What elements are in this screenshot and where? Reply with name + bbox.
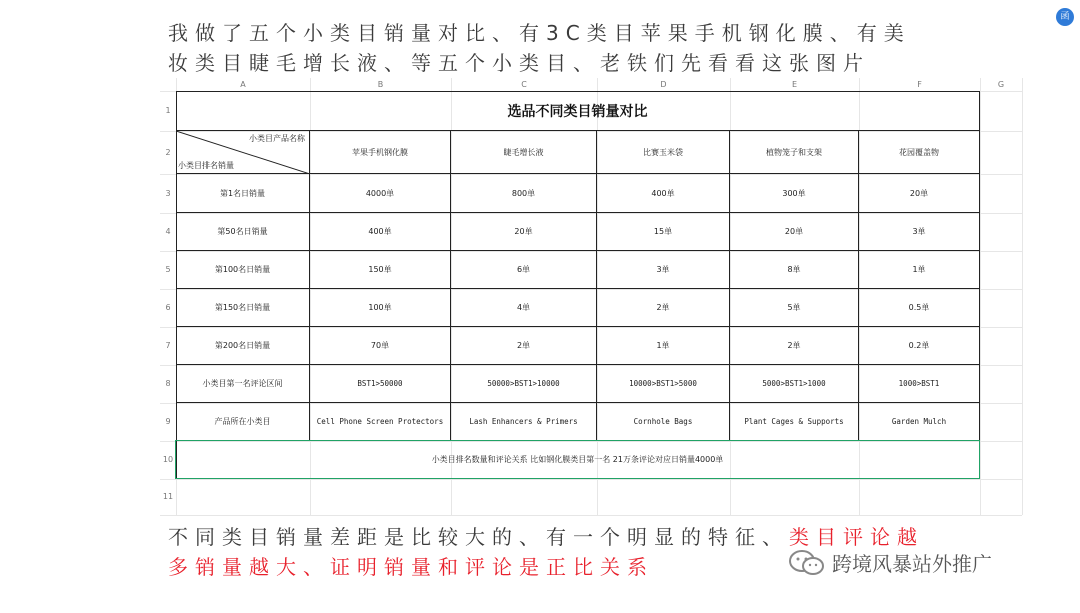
wechat-icon [788,549,826,577]
row-header-10[interactable]: 10 [162,455,174,464]
intro-line-2: 妆类目睫毛增长液、等五个小类目、老铁们先看看这张图片 [168,51,870,75]
table-cell[interactable]: BST1>50000 [310,365,451,403]
row-label[interactable]: 第50名日销量 [176,213,310,251]
column-header-g[interactable]: G [997,80,1005,89]
row-header-4[interactable]: 4 [165,227,171,236]
column-header-d[interactable]: D [660,80,667,89]
row-header-7[interactable]: 7 [165,341,171,350]
table-cell[interactable]: 1000>BST1 [859,365,980,403]
row-label[interactable]: 产品所在小类目 [176,403,310,441]
row-label[interactable]: 第1名日销量 [176,174,310,213]
table-cell[interactable]: 400单 [310,213,451,251]
grid-line [160,479,1022,480]
table-cell[interactable]: 800单 [451,174,597,213]
table-cell[interactable]: 4000单 [310,174,451,213]
translate-icon[interactable]: 函 [1056,8,1074,26]
intro-paragraph [168,18,911,78]
column-header-e[interactable]: E [791,80,798,89]
row-header-8[interactable]: 8 [165,379,171,388]
table-cell[interactable]: 2单 [597,289,730,327]
conclusion-line-1-normal: 不同类目销量差距是比较大的、有一个明显的特征、 [168,525,789,549]
row-label[interactable]: 第200名日销量 [176,327,310,365]
table-cell[interactable]: Cornhole Bags [597,403,730,441]
table-cell[interactable]: 300单 [730,174,859,213]
row-header-6[interactable]: 6 [165,303,171,312]
table-cell[interactable]: 5单 [730,289,859,327]
column-header-a[interactable]: A [240,80,246,89]
table-cell[interactable]: Lash Enhancers & Primers [451,403,597,441]
table-cell[interactable]: 100单 [310,289,451,327]
row-label[interactable]: 第100名日销量 [176,251,310,289]
row-header-11[interactable]: 11 [162,492,174,501]
table-cell[interactable]: 5000>BST1>1000 [730,365,859,403]
row-header-5[interactable]: 5 [165,265,171,274]
table-cell[interactable]: 400单 [597,174,730,213]
row-label[interactable]: 第150名日销量 [176,289,310,327]
table-cell[interactable]: 20单 [730,213,859,251]
table-cell[interactable]: 6单 [451,251,597,289]
product-header[interactable]: 睫毛增长液 [451,131,597,174]
conclusion-line-1-red: 类目评论越 [789,525,924,549]
table-cell[interactable]: Plant Cages & Supports [730,403,859,441]
column-header-f[interactable]: F [917,80,922,89]
table-cell[interactable]: Cell Phone Screen Protectors [310,403,451,441]
product-header[interactable]: 苹果手机钢化膜 [310,131,451,174]
table-cell[interactable]: 0.5单 [859,289,980,327]
wechat-watermark [788,548,992,577]
product-header[interactable]: 花园覆盖物 [859,131,980,174]
table-cell[interactable]: 8单 [730,251,859,289]
diag-top-label: 小类目产品名称 [249,134,305,143]
table-cell[interactable]: 3单 [859,213,980,251]
table-cell[interactable]: Garden Mulch [859,403,980,441]
row-label[interactable]: 小类目第一名评论区间 [176,365,310,403]
table-cell[interactable]: 4单 [451,289,597,327]
table-cell[interactable]: 0.2单 [859,327,980,365]
column-header-c[interactable]: C [521,80,527,89]
product-header[interactable]: 植物笼子和支架 [730,131,859,174]
row-header-3[interactable]: 3 [165,189,171,198]
table-cell[interactable]: 20单 [859,174,980,213]
column-header-b[interactable]: B [377,80,384,89]
note-cell[interactable]: 小类目排名数量和评论关系 比如钢化膜类目第一名 21万条评论对应日销量4000单 [176,441,980,479]
spreadsheet [160,78,1022,515]
diagonal-header-cell[interactable] [176,131,310,174]
table-cell[interactable]: 3单 [597,251,730,289]
table-cell[interactable]: 15单 [597,213,730,251]
table-cell[interactable]: 10000>BST1>5000 [597,365,730,403]
table-cell[interactable]: 1单 [597,327,730,365]
table-cell[interactable]: 70单 [310,327,451,365]
row-header-9[interactable]: 9 [165,417,171,426]
grid-line [160,515,1022,516]
diag-bottom-label: 小类目排名销量 [178,161,234,170]
grid-line [980,78,981,515]
product-header[interactable]: 比赛玉米袋 [597,131,730,174]
table-cell[interactable]: 20单 [451,213,597,251]
table-cell[interactable]: 2单 [451,327,597,365]
row-header-1[interactable]: 1 [165,106,171,115]
conclusion-line-2-red: 多销量越大、证明销量和评论是正比关系 [168,555,654,579]
watermark-text: 跨境风暴站外推广 [832,552,992,576]
table-cell[interactable]: 50000>BST1>10000 [451,365,597,403]
intro-line-1: 我做了五个小类目销量对比、有3C类目苹果手机钢化膜、有美 [168,21,911,45]
table-title[interactable]: 选品不同类目销量对比 [176,91,980,131]
grid-line [1022,78,1023,515]
table-cell[interactable]: 2单 [730,327,859,365]
table-cell[interactable]: 1单 [859,251,980,289]
table-cell[interactable]: 150单 [310,251,451,289]
row-header-2[interactable]: 2 [165,148,171,157]
